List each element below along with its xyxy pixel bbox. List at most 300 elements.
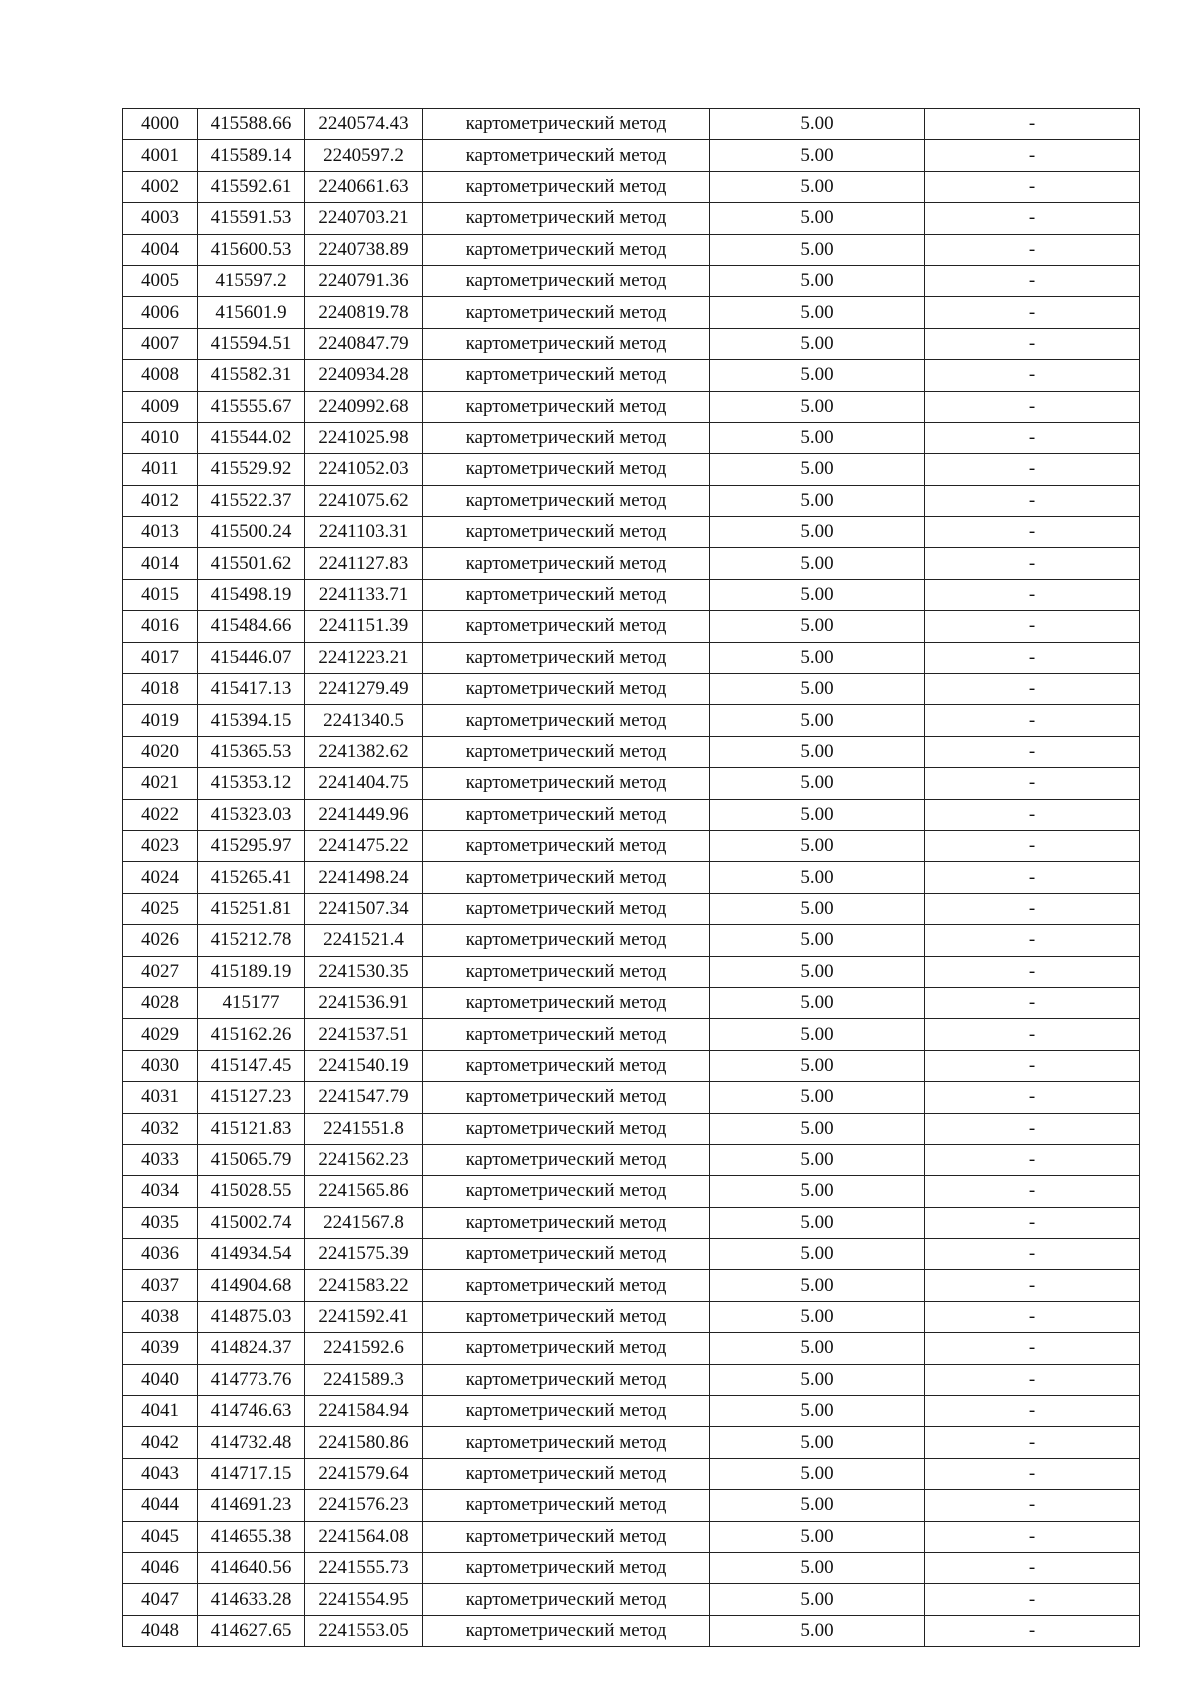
table-row bbox=[123, 1050, 1140, 1081]
point-number-cell: 4031 bbox=[123, 1082, 198, 1113]
method-cell: картометрический метод bbox=[423, 548, 710, 579]
point-number-cell: 4019 bbox=[123, 705, 198, 736]
method-cell: картометрический метод bbox=[423, 1584, 710, 1615]
point-number-cell: 4037 bbox=[123, 1270, 198, 1301]
method-cell: картометрический метод bbox=[423, 925, 710, 956]
point-number-cell: 4043 bbox=[123, 1458, 198, 1489]
accuracy-cell: 5.00 bbox=[710, 1490, 925, 1521]
x-coordinate-cell: 414655.38 bbox=[198, 1521, 305, 1552]
table-row bbox=[123, 171, 1140, 202]
table-row bbox=[123, 1615, 1140, 1646]
x-coordinate-cell: 414717.15 bbox=[198, 1458, 305, 1489]
x-coordinate-cell: 415353.12 bbox=[198, 768, 305, 799]
table-row bbox=[123, 1427, 1140, 1458]
table-row bbox=[123, 642, 1140, 673]
accuracy-cell: 5.00 bbox=[710, 987, 925, 1018]
point-number-cell: 4003 bbox=[123, 203, 198, 234]
x-coordinate-cell: 414732.48 bbox=[198, 1427, 305, 1458]
y-coordinate-cell: 2241584.94 bbox=[305, 1396, 423, 1427]
method-cell: картометрический метод bbox=[423, 1176, 710, 1207]
method-cell: картометрический метод bbox=[423, 611, 710, 642]
point-number-cell: 4007 bbox=[123, 328, 198, 359]
x-coordinate-cell: 415002.74 bbox=[198, 1207, 305, 1238]
method-cell: картометрический метод bbox=[423, 1113, 710, 1144]
y-coordinate-cell: 2241564.08 bbox=[305, 1521, 423, 1552]
y-coordinate-cell: 2241530.35 bbox=[305, 956, 423, 987]
method-cell: картометрический метод bbox=[423, 1396, 710, 1427]
point-number-cell: 4014 bbox=[123, 548, 198, 579]
table-row bbox=[123, 422, 1140, 453]
table-row bbox=[123, 1019, 1140, 1050]
description-cell: - bbox=[925, 987, 1140, 1018]
method-cell: картометрический метод bbox=[423, 454, 710, 485]
table-row bbox=[123, 203, 1140, 234]
table-row bbox=[123, 830, 1140, 861]
accuracy-cell: 5.00 bbox=[710, 1333, 925, 1364]
description-cell: - bbox=[925, 1207, 1140, 1238]
description-cell: - bbox=[925, 1427, 1140, 1458]
description-cell: - bbox=[925, 1239, 1140, 1270]
method-cell: картометрический метод bbox=[423, 485, 710, 516]
x-coordinate-cell: 415295.97 bbox=[198, 830, 305, 861]
x-coordinate-cell: 415544.02 bbox=[198, 422, 305, 453]
x-coordinate-cell: 415189.19 bbox=[198, 956, 305, 987]
y-coordinate-cell: 2241340.5 bbox=[305, 705, 423, 736]
y-coordinate-cell: 2241592.41 bbox=[305, 1301, 423, 1332]
accuracy-cell: 5.00 bbox=[710, 799, 925, 830]
description-cell: - bbox=[925, 768, 1140, 799]
point-number-cell: 4030 bbox=[123, 1050, 198, 1081]
x-coordinate-cell: 415394.15 bbox=[198, 705, 305, 736]
accuracy-cell: 5.00 bbox=[710, 862, 925, 893]
method-cell: картометрический метод bbox=[423, 328, 710, 359]
point-number-cell: 4036 bbox=[123, 1239, 198, 1270]
description-cell: - bbox=[925, 1050, 1140, 1081]
method-cell: картометрический метод bbox=[423, 1490, 710, 1521]
table-row bbox=[123, 1270, 1140, 1301]
table-row bbox=[123, 799, 1140, 830]
y-coordinate-cell: 2241127.83 bbox=[305, 548, 423, 579]
x-coordinate-cell: 415212.78 bbox=[198, 925, 305, 956]
x-coordinate-cell: 415162.26 bbox=[198, 1019, 305, 1050]
y-coordinate-cell: 2241555.73 bbox=[305, 1552, 423, 1583]
accuracy-cell: 5.00 bbox=[710, 360, 925, 391]
y-coordinate-cell: 2241547.79 bbox=[305, 1082, 423, 1113]
point-number-cell: 4041 bbox=[123, 1396, 198, 1427]
method-cell: картометрический метод bbox=[423, 140, 710, 171]
method-cell: картометрический метод bbox=[423, 297, 710, 328]
point-number-cell: 4048 bbox=[123, 1615, 198, 1646]
y-coordinate-cell: 2240791.36 bbox=[305, 265, 423, 296]
description-cell: - bbox=[925, 1396, 1140, 1427]
y-coordinate-cell: 2241498.24 bbox=[305, 862, 423, 893]
y-coordinate-cell: 2241052.03 bbox=[305, 454, 423, 485]
description-cell: - bbox=[925, 830, 1140, 861]
y-coordinate-cell: 2241567.8 bbox=[305, 1207, 423, 1238]
method-cell: картометрический метод bbox=[423, 1082, 710, 1113]
accuracy-cell: 5.00 bbox=[710, 893, 925, 924]
table-row bbox=[123, 109, 1140, 140]
table-row bbox=[123, 265, 1140, 296]
method-cell: картометрический метод bbox=[423, 1333, 710, 1364]
accuracy-cell: 5.00 bbox=[710, 1239, 925, 1270]
description-cell: - bbox=[925, 109, 1140, 140]
x-coordinate-cell: 414904.68 bbox=[198, 1270, 305, 1301]
accuracy-cell: 5.00 bbox=[710, 1301, 925, 1332]
x-coordinate-cell: 415522.37 bbox=[198, 485, 305, 516]
accuracy-cell: 5.00 bbox=[710, 140, 925, 171]
method-cell: картометрический метод bbox=[423, 517, 710, 548]
method-cell: картометрический метод bbox=[423, 642, 710, 673]
x-coordinate-cell: 415028.55 bbox=[198, 1176, 305, 1207]
table-row bbox=[123, 1490, 1140, 1521]
x-coordinate-cell: 415601.9 bbox=[198, 297, 305, 328]
y-coordinate-cell: 2241536.91 bbox=[305, 987, 423, 1018]
description-cell: - bbox=[925, 328, 1140, 359]
method-cell: картометрический метод bbox=[423, 1144, 710, 1175]
description-cell: - bbox=[925, 1552, 1140, 1583]
point-number-cell: 4013 bbox=[123, 517, 198, 548]
accuracy-cell: 5.00 bbox=[710, 234, 925, 265]
x-coordinate-cell: 415323.03 bbox=[198, 799, 305, 830]
point-number-cell: 4042 bbox=[123, 1427, 198, 1458]
point-number-cell: 4044 bbox=[123, 1490, 198, 1521]
x-coordinate-cell: 415265.41 bbox=[198, 862, 305, 893]
table-row bbox=[123, 234, 1140, 265]
method-cell: картометрический метод bbox=[423, 736, 710, 767]
x-coordinate-cell: 414934.54 bbox=[198, 1239, 305, 1270]
method-cell: картометрический метод bbox=[423, 360, 710, 391]
y-coordinate-cell: 2240847.79 bbox=[305, 328, 423, 359]
description-cell: - bbox=[925, 203, 1140, 234]
accuracy-cell: 5.00 bbox=[710, 736, 925, 767]
accuracy-cell: 5.00 bbox=[710, 1082, 925, 1113]
y-coordinate-cell: 2241404.75 bbox=[305, 768, 423, 799]
description-cell: - bbox=[925, 1144, 1140, 1175]
accuracy-cell: 5.00 bbox=[710, 1584, 925, 1615]
table-row bbox=[123, 579, 1140, 610]
y-coordinate-cell: 2241589.3 bbox=[305, 1364, 423, 1395]
method-cell: картометрический метод bbox=[423, 579, 710, 610]
description-cell: - bbox=[925, 579, 1140, 610]
description-cell: - bbox=[925, 642, 1140, 673]
coordinates-table bbox=[122, 108, 1140, 1647]
point-number-cell: 4020 bbox=[123, 736, 198, 767]
point-number-cell: 4045 bbox=[123, 1521, 198, 1552]
table-row bbox=[123, 1207, 1140, 1238]
description-cell: - bbox=[925, 422, 1140, 453]
y-coordinate-cell: 2241151.39 bbox=[305, 611, 423, 642]
point-number-cell: 4016 bbox=[123, 611, 198, 642]
description-cell: - bbox=[925, 1301, 1140, 1332]
point-number-cell: 4040 bbox=[123, 1364, 198, 1395]
accuracy-cell: 5.00 bbox=[710, 203, 925, 234]
table-row bbox=[123, 674, 1140, 705]
accuracy-cell: 5.00 bbox=[710, 1521, 925, 1552]
description-cell: - bbox=[925, 171, 1140, 202]
accuracy-cell: 5.00 bbox=[710, 1050, 925, 1081]
description-cell: - bbox=[925, 956, 1140, 987]
point-number-cell: 4002 bbox=[123, 171, 198, 202]
table-row bbox=[123, 768, 1140, 799]
table-row bbox=[123, 140, 1140, 171]
x-coordinate-cell: 414824.37 bbox=[198, 1333, 305, 1364]
method-cell: картометрический метод bbox=[423, 987, 710, 1018]
table-row bbox=[123, 705, 1140, 736]
description-cell: - bbox=[925, 485, 1140, 516]
point-number-cell: 4046 bbox=[123, 1552, 198, 1583]
accuracy-cell: 5.00 bbox=[710, 454, 925, 485]
accuracy-cell: 5.00 bbox=[710, 548, 925, 579]
method-cell: картометрический метод bbox=[423, 391, 710, 422]
point-number-cell: 4011 bbox=[123, 454, 198, 485]
table-row bbox=[123, 1176, 1140, 1207]
y-coordinate-cell: 2241025.98 bbox=[305, 422, 423, 453]
accuracy-cell: 5.00 bbox=[710, 328, 925, 359]
y-coordinate-cell: 2240574.43 bbox=[305, 109, 423, 140]
table-row bbox=[123, 1239, 1140, 1270]
accuracy-cell: 5.00 bbox=[710, 1019, 925, 1050]
method-cell: картометрический метод bbox=[423, 1427, 710, 1458]
y-coordinate-cell: 2241554.95 bbox=[305, 1584, 423, 1615]
point-number-cell: 4022 bbox=[123, 799, 198, 830]
point-number-cell: 4010 bbox=[123, 422, 198, 453]
accuracy-cell: 5.00 bbox=[710, 674, 925, 705]
table-row bbox=[123, 1082, 1140, 1113]
description-cell: - bbox=[925, 799, 1140, 830]
method-cell: картометрический метод bbox=[423, 1615, 710, 1646]
point-number-cell: 4005 bbox=[123, 265, 198, 296]
table-row bbox=[123, 1301, 1140, 1332]
x-coordinate-cell: 415582.31 bbox=[198, 360, 305, 391]
x-coordinate-cell: 415127.23 bbox=[198, 1082, 305, 1113]
method-cell: картометрический метод bbox=[423, 171, 710, 202]
table-row bbox=[123, 987, 1140, 1018]
y-coordinate-cell: 2241553.05 bbox=[305, 1615, 423, 1646]
method-cell: картометрический метод bbox=[423, 1207, 710, 1238]
y-coordinate-cell: 2241279.49 bbox=[305, 674, 423, 705]
table-row bbox=[123, 956, 1140, 987]
y-coordinate-cell: 2241592.6 bbox=[305, 1333, 423, 1364]
y-coordinate-cell: 2241576.23 bbox=[305, 1490, 423, 1521]
method-cell: картометрический метод bbox=[423, 1270, 710, 1301]
method-cell: картометрический метод bbox=[423, 203, 710, 234]
table-row bbox=[123, 360, 1140, 391]
accuracy-cell: 5.00 bbox=[710, 1458, 925, 1489]
point-number-cell: 4009 bbox=[123, 391, 198, 422]
description-cell: - bbox=[925, 736, 1140, 767]
x-coordinate-cell: 415177 bbox=[198, 987, 305, 1018]
x-coordinate-cell: 415147.45 bbox=[198, 1050, 305, 1081]
x-coordinate-cell: 414773.76 bbox=[198, 1364, 305, 1395]
description-cell: - bbox=[925, 1333, 1140, 1364]
description-cell: - bbox=[925, 454, 1140, 485]
method-cell: картометрический метод bbox=[423, 1019, 710, 1050]
accuracy-cell: 5.00 bbox=[710, 1615, 925, 1646]
y-coordinate-cell: 2241475.22 bbox=[305, 830, 423, 861]
method-cell: картометрический метод bbox=[423, 862, 710, 893]
method-cell: картометрический метод bbox=[423, 422, 710, 453]
x-coordinate-cell: 414875.03 bbox=[198, 1301, 305, 1332]
method-cell: картометрический метод bbox=[423, 1364, 710, 1395]
y-coordinate-cell: 2240738.89 bbox=[305, 234, 423, 265]
point-number-cell: 4017 bbox=[123, 642, 198, 673]
y-coordinate-cell: 2241579.64 bbox=[305, 1458, 423, 1489]
method-cell: картометрический метод bbox=[423, 956, 710, 987]
y-coordinate-cell: 2241075.62 bbox=[305, 485, 423, 516]
method-cell: картометрический метод bbox=[423, 799, 710, 830]
point-number-cell: 4006 bbox=[123, 297, 198, 328]
x-coordinate-cell: 415529.92 bbox=[198, 454, 305, 485]
x-coordinate-cell: 414627.65 bbox=[198, 1615, 305, 1646]
x-coordinate-cell: 415594.51 bbox=[198, 328, 305, 359]
table-row bbox=[123, 736, 1140, 767]
point-number-cell: 4004 bbox=[123, 234, 198, 265]
table-row bbox=[123, 1113, 1140, 1144]
y-coordinate-cell: 2240703.21 bbox=[305, 203, 423, 234]
description-cell: - bbox=[925, 1584, 1140, 1615]
x-coordinate-cell: 415555.67 bbox=[198, 391, 305, 422]
x-coordinate-cell: 415065.79 bbox=[198, 1144, 305, 1175]
point-number-cell: 4029 bbox=[123, 1019, 198, 1050]
point-number-cell: 4024 bbox=[123, 862, 198, 893]
x-coordinate-cell: 415121.83 bbox=[198, 1113, 305, 1144]
description-cell: - bbox=[925, 265, 1140, 296]
accuracy-cell: 5.00 bbox=[710, 391, 925, 422]
method-cell: картометрический метод bbox=[423, 1239, 710, 1270]
table-row bbox=[123, 862, 1140, 893]
table-row bbox=[123, 454, 1140, 485]
accuracy-cell: 5.00 bbox=[710, 705, 925, 736]
point-number-cell: 4039 bbox=[123, 1333, 198, 1364]
accuracy-cell: 5.00 bbox=[710, 1113, 925, 1144]
method-cell: картометрический метод bbox=[423, 1458, 710, 1489]
y-coordinate-cell: 2241223.21 bbox=[305, 642, 423, 673]
description-cell: - bbox=[925, 705, 1140, 736]
description-cell: - bbox=[925, 517, 1140, 548]
point-number-cell: 4026 bbox=[123, 925, 198, 956]
description-cell: - bbox=[925, 360, 1140, 391]
description-cell: - bbox=[925, 893, 1140, 924]
point-number-cell: 4023 bbox=[123, 830, 198, 861]
x-coordinate-cell: 414640.56 bbox=[198, 1552, 305, 1583]
table-row bbox=[123, 1552, 1140, 1583]
point-number-cell: 4032 bbox=[123, 1113, 198, 1144]
description-cell: - bbox=[925, 1364, 1140, 1395]
table-row bbox=[123, 485, 1140, 516]
accuracy-cell: 5.00 bbox=[710, 642, 925, 673]
description-cell: - bbox=[925, 1615, 1140, 1646]
table-row bbox=[123, 1584, 1140, 1615]
description-cell: - bbox=[925, 611, 1140, 642]
y-coordinate-cell: 2241382.62 bbox=[305, 736, 423, 767]
description-cell: - bbox=[925, 674, 1140, 705]
x-coordinate-cell: 415251.81 bbox=[198, 893, 305, 924]
method-cell: картометрический метод bbox=[423, 234, 710, 265]
x-coordinate-cell: 414746.63 bbox=[198, 1396, 305, 1427]
table-row bbox=[123, 925, 1140, 956]
y-coordinate-cell: 2241540.19 bbox=[305, 1050, 423, 1081]
table-row bbox=[123, 1458, 1140, 1489]
x-coordinate-cell: 415484.66 bbox=[198, 611, 305, 642]
y-coordinate-cell: 2241551.8 bbox=[305, 1113, 423, 1144]
point-number-cell: 4018 bbox=[123, 674, 198, 705]
coordinates-table-body bbox=[123, 109, 1140, 1647]
point-number-cell: 4047 bbox=[123, 1584, 198, 1615]
table-row bbox=[123, 1396, 1140, 1427]
accuracy-cell: 5.00 bbox=[710, 925, 925, 956]
description-cell: - bbox=[925, 1113, 1140, 1144]
y-coordinate-cell: 2241537.51 bbox=[305, 1019, 423, 1050]
y-coordinate-cell: 2241562.23 bbox=[305, 1144, 423, 1175]
accuracy-cell: 5.00 bbox=[710, 579, 925, 610]
x-coordinate-cell: 415498.19 bbox=[198, 579, 305, 610]
y-coordinate-cell: 2241575.39 bbox=[305, 1239, 423, 1270]
method-cell: картометрический метод bbox=[423, 1301, 710, 1332]
description-cell: - bbox=[925, 1490, 1140, 1521]
y-coordinate-cell: 2240661.63 bbox=[305, 171, 423, 202]
point-number-cell: 4035 bbox=[123, 1207, 198, 1238]
accuracy-cell: 5.00 bbox=[710, 265, 925, 296]
accuracy-cell: 5.00 bbox=[710, 956, 925, 987]
method-cell: картометрический метод bbox=[423, 1521, 710, 1552]
method-cell: картометрический метод bbox=[423, 109, 710, 140]
table-row bbox=[123, 1521, 1140, 1552]
y-coordinate-cell: 2241521.4 bbox=[305, 925, 423, 956]
point-number-cell: 4021 bbox=[123, 768, 198, 799]
accuracy-cell: 5.00 bbox=[710, 1176, 925, 1207]
method-cell: картометрический метод bbox=[423, 265, 710, 296]
method-cell: картометрический метод bbox=[423, 674, 710, 705]
method-cell: картометрический метод bbox=[423, 768, 710, 799]
x-coordinate-cell: 415365.53 bbox=[198, 736, 305, 767]
accuracy-cell: 5.00 bbox=[710, 830, 925, 861]
point-number-cell: 4027 bbox=[123, 956, 198, 987]
description-cell: - bbox=[925, 1082, 1140, 1113]
x-coordinate-cell: 415588.66 bbox=[198, 109, 305, 140]
x-coordinate-cell: 415501.62 bbox=[198, 548, 305, 579]
y-coordinate-cell: 2241103.31 bbox=[305, 517, 423, 548]
description-cell: - bbox=[925, 1458, 1140, 1489]
y-coordinate-cell: 2240934.28 bbox=[305, 360, 423, 391]
x-coordinate-cell: 414633.28 bbox=[198, 1584, 305, 1615]
accuracy-cell: 5.00 bbox=[710, 611, 925, 642]
x-coordinate-cell: 415597.2 bbox=[198, 265, 305, 296]
description-cell: - bbox=[925, 1176, 1140, 1207]
accuracy-cell: 5.00 bbox=[710, 517, 925, 548]
x-coordinate-cell: 414691.23 bbox=[198, 1490, 305, 1521]
table-row bbox=[123, 548, 1140, 579]
point-number-cell: 4008 bbox=[123, 360, 198, 391]
description-cell: - bbox=[925, 1019, 1140, 1050]
x-coordinate-cell: 415446.07 bbox=[198, 642, 305, 673]
point-number-cell: 4034 bbox=[123, 1176, 198, 1207]
x-coordinate-cell: 415600.53 bbox=[198, 234, 305, 265]
y-coordinate-cell: 2241133.71 bbox=[305, 579, 423, 610]
accuracy-cell: 5.00 bbox=[710, 1427, 925, 1458]
method-cell: картометрический метод bbox=[423, 705, 710, 736]
accuracy-cell: 5.00 bbox=[710, 422, 925, 453]
y-coordinate-cell: 2241583.22 bbox=[305, 1270, 423, 1301]
accuracy-cell: 5.00 bbox=[710, 1396, 925, 1427]
point-number-cell: 4025 bbox=[123, 893, 198, 924]
description-cell: - bbox=[925, 297, 1140, 328]
accuracy-cell: 5.00 bbox=[710, 1364, 925, 1395]
x-coordinate-cell: 415500.24 bbox=[198, 517, 305, 548]
x-coordinate-cell: 415592.61 bbox=[198, 171, 305, 202]
point-number-cell: 4015 bbox=[123, 579, 198, 610]
x-coordinate-cell: 415591.53 bbox=[198, 203, 305, 234]
